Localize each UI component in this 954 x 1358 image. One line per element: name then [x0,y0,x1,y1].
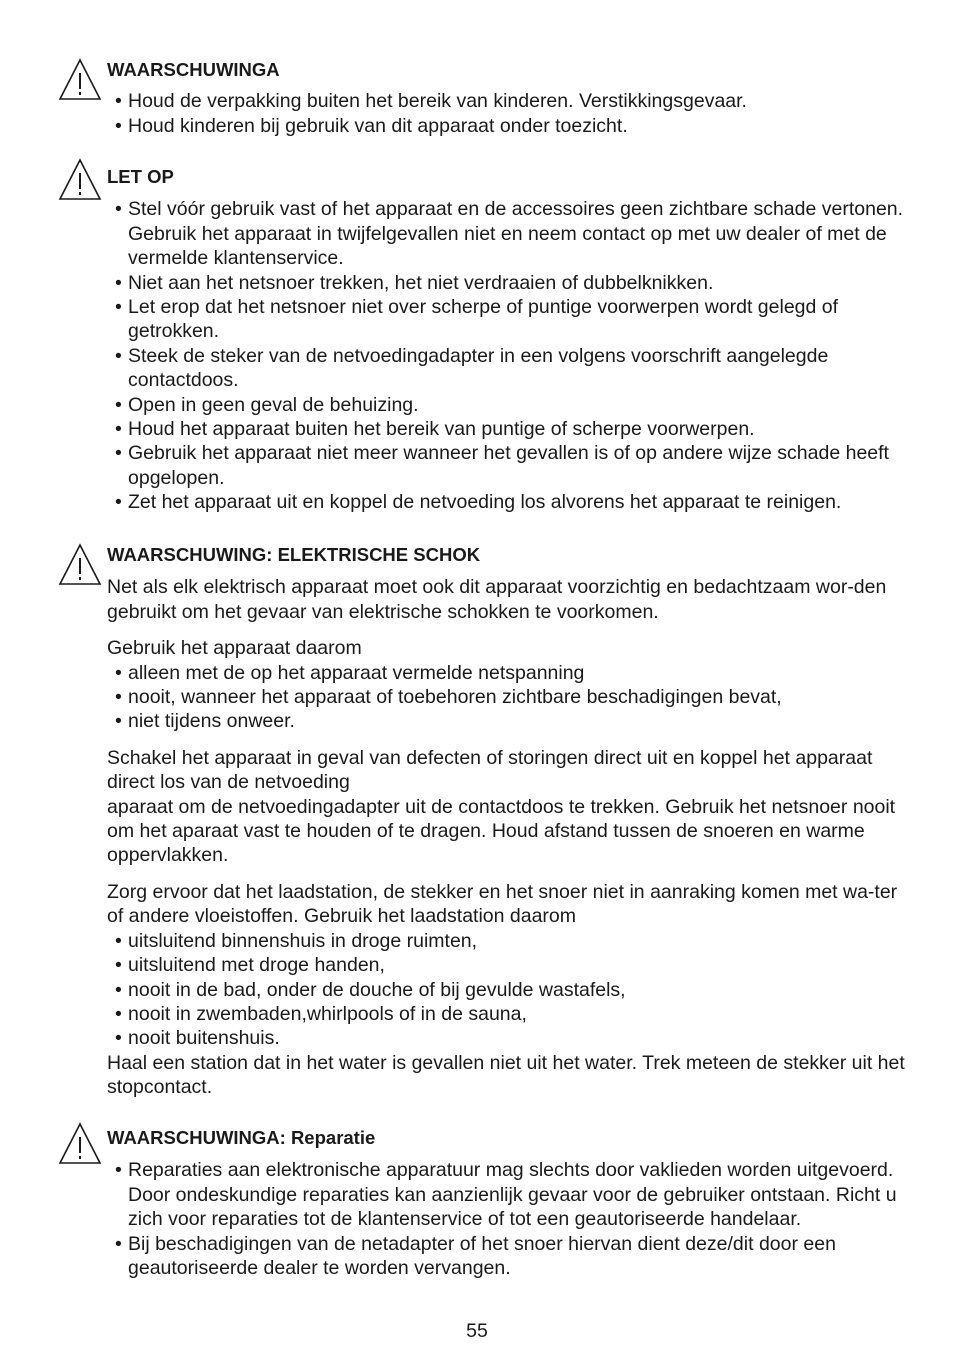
water-intro: Zorg ervoor dat het laadstation, de stekker en het snoer niet in aanraking komen met wa-ter of andere vloeistoffen. Gebruik het laadstation daarom [107,880,898,928]
list-item: • Niet aan het netsnoer trekken, het niet verdraaien of dubbelknikken. [107,271,907,295]
section-heading: WAARSCHUWINGA: Reparatie [107,1127,376,1148]
page-number: 55 [466,1320,488,1342]
intro-paragraph: Net als elk elektrisch apparaat moet ook dit apparaat voorzichtig en bedachtzaam wor-den gebruikt om het gevaar van elektrische schokken te voorkomen. [107,576,887,623]
section-heading: WAARSCHUWING: ELEKTRISCHE SCHOK [107,544,481,565]
list-item: • Zet het apparaat uit en koppel de netvoeding los alvorens het apparaat te reinigen. [107,490,907,514]
list-item: • Bij beschadigingen van de netadapter of het snoer hiervan dient deze/dit door een geautoriseerde dealer te worden vervangen. [107,1232,907,1281]
list-item: • niet tijdens onweer. [107,709,907,733]
list-item: • nooit buitenshuis. [107,1026,907,1050]
list-item: • Gebruik het apparaat niet meer wanneer het gevallen is of op andere wijze schade heeft opgelopen. [107,441,907,490]
list-item: • Reparaties aan elektronische apparatuur mag slechts door vaklieden worden uitgevoerd. Door ondeskundige reparaties kan aanzienlijk gevaar voor de gebruiker ontstaan. Richt u zich voor reparaties tot de klantenservice of tot een geautoriseerde handelaar. [107,1158,907,1231]
list-item: • uitsluitend met droge handen, [107,953,907,977]
bullet-list [107,197,907,514]
list-item: • Houd kinderen bij gebruik van dit apparaat onder toezicht. [107,114,907,138]
list-item: • Let erop dat het netsnoer niet over scherpe of puntige voorwerpen wordt gelegd of getrokken. [107,295,907,344]
warning-triangle-icon [58,543,102,587]
section-warning-packaging [107,58,907,138]
warning-triangle-icon [58,158,102,202]
list-item: • nooit, wanneer het apparaat of toebehoren zichtbare beschadigingen bevat, [107,685,907,709]
bullet-list [107,89,907,138]
defect-paragraph-continued: aparaat om de netvoedingadapter uit de contactdoos te trekken. Gebruik het netsnoer nooit om het aparaat vast te houden of te dragen. Houd afstand tussen de snoeren en warme oppervlakken. [107,795,896,867]
use-intro: Gebruik het apparaat daarom [107,637,362,660]
defect-paragraph: Schakel het apparaat in geval van defecten of storingen direct uit en koppel het apparaat direct los van de netvoeding [107,746,873,794]
list-item: • nooit in de bad, onder de douche of bij gevulde wastafels, [107,978,907,1002]
water-outro: Haal een station dat in het water is gevallen niet uit het water. Trek meteen de stekker uit het stopcontact. [107,1051,905,1099]
list-item: • uitsluitend binnenshuis in droge ruimten, [107,929,907,953]
section-repair [107,1126,907,1280]
list-item: • Houd de verpakking buiten het bereik van kinderen. Verstikkingsgevaar. [107,89,907,113]
list-item: • nooit in zwembaden,whirlpools of in de sauna, [107,1002,907,1026]
list-item: • alleen met de op het apparaat vermelde netspanning [107,661,907,685]
section-electric-shock [107,543,907,1100]
bullet-list [107,1158,907,1280]
list-item: • Steek de steker van de netvoedingadapter in een volgens voorschrift aangelegde contactdoos. [107,344,907,393]
section-heading: LET OP [107,166,174,187]
bullet-list [107,929,907,1051]
section-heading: WAARSCHUWINGA [107,59,280,80]
list-item: • Open in geen geval de behuizing. [107,393,907,417]
list-item: • Houd het apparaat buiten het bereik van puntige of scherpe voorwerpen. [107,417,907,441]
warning-triangle-icon [58,1122,102,1166]
list-item: • Stel vóór gebruik vast of het apparaat en de accessoires geen zichtbare schade vertonen. Gebruik het apparaat in twijfelgevallen niet en neem contact op met uw dealer of met de vermelde klantenservice. [107,197,907,270]
section-caution [107,165,907,515]
warning-triangle-icon [58,58,102,102]
bullet-list [107,661,907,734]
